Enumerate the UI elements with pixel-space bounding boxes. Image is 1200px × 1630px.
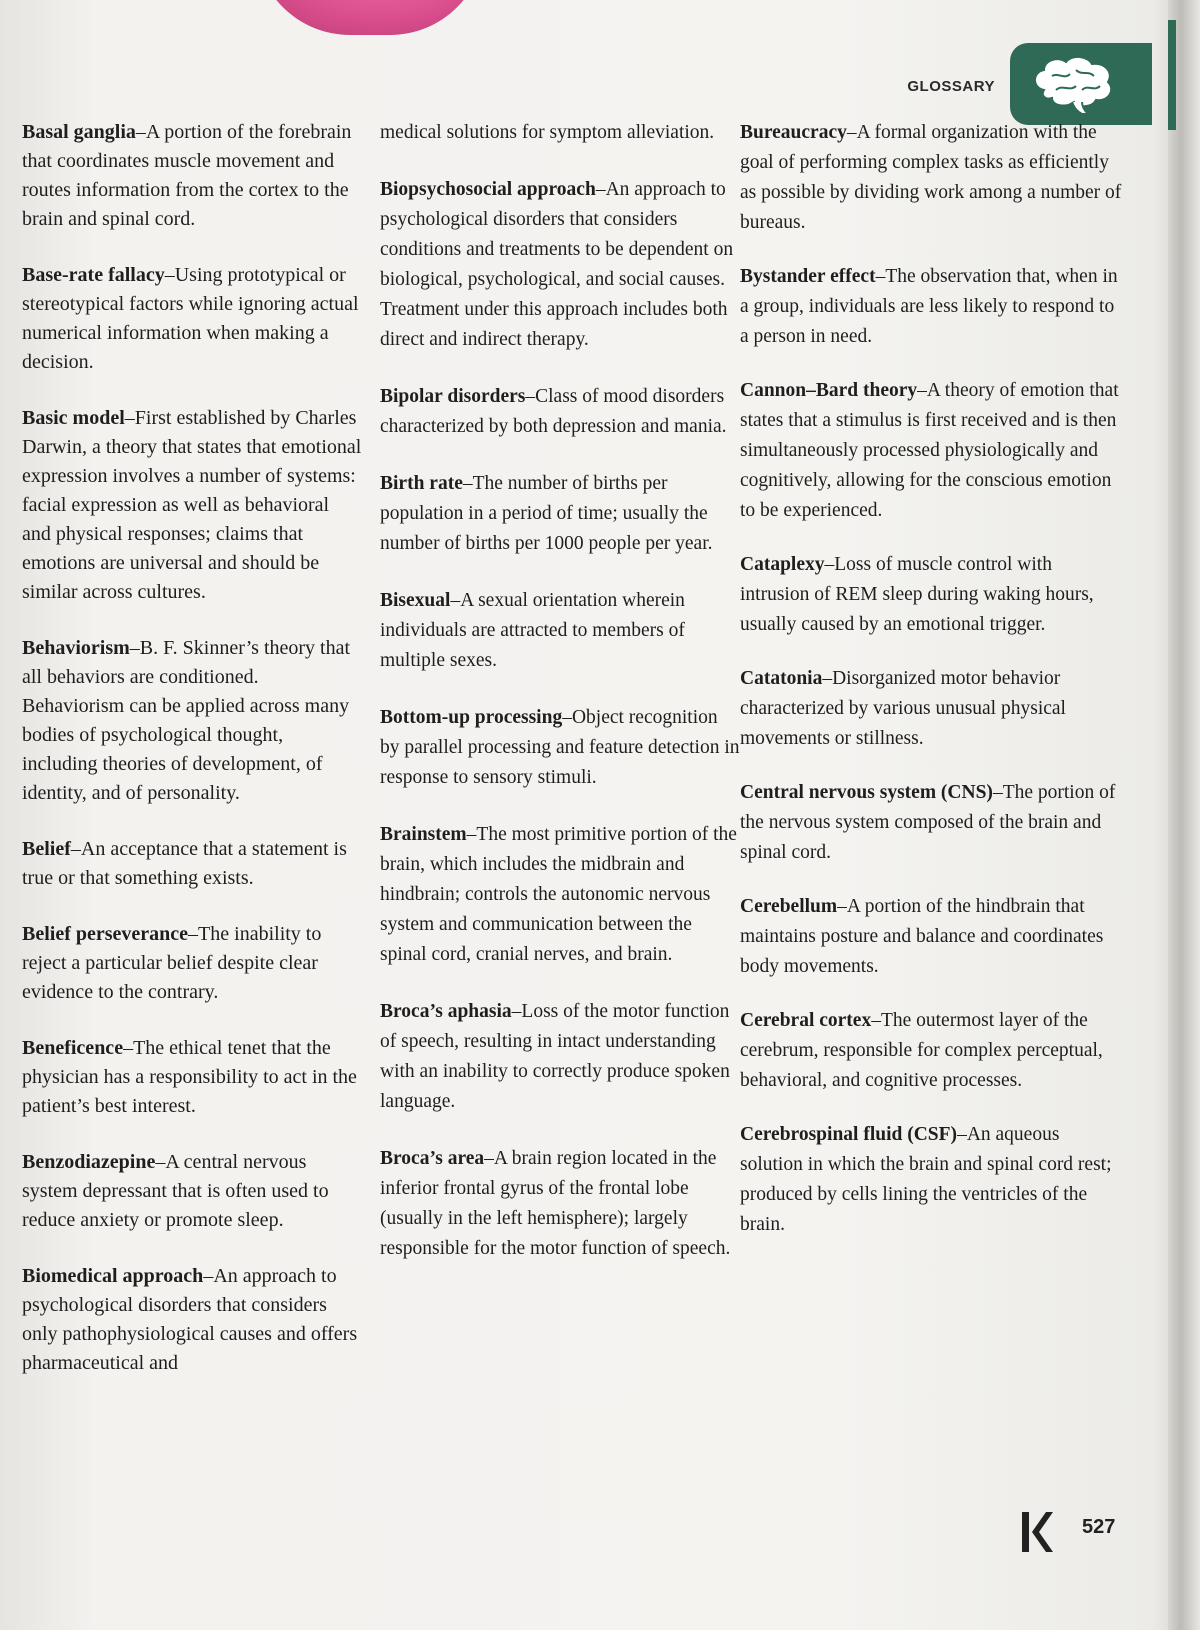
glossary-entry	[740, 1120, 1125, 1240]
glossary-term: Biopsychosocial approach	[380, 179, 596, 200]
glossary-entry	[380, 703, 740, 793]
glossary-entry	[22, 1034, 362, 1121]
glossary-entry	[22, 1262, 362, 1378]
glossary-entry	[380, 586, 740, 676]
glossary-entry	[740, 118, 1125, 238]
glossary-entry	[22, 118, 362, 234]
glossary-definition: A brain region located in the inferior frontal gyrus of the frontal lobe (usually in the left hemisphere); largely responsible for the motor function of speech.	[380, 1148, 731, 1259]
term-separator: –	[875, 266, 886, 287]
glossary-entry	[740, 778, 1125, 868]
term-separator: –	[450, 590, 461, 611]
glossary-term: Cerebellum	[740, 896, 838, 917]
glossary-definition: An acceptance that a statement is true or that something exists.	[22, 838, 347, 889]
term-separator: –	[562, 707, 572, 728]
glossary-definition: The outermost layer of the cerebrum, responsible for complex perceptual, behavioral, and cognitive processes.	[740, 1010, 1103, 1091]
term-separator: –	[484, 1148, 494, 1169]
glossary-entry	[740, 376, 1125, 526]
glossary-definition: The most primitive portion of the brain, which includes the midbrain and hindbrain; controls the autonomic nervous system and communication between the spinal cord, cranial nerves, and brain.	[380, 824, 737, 965]
term-separator: –	[525, 386, 536, 407]
term-separator: –	[124, 407, 135, 429]
glossary-entry	[380, 382, 740, 442]
term-separator: –	[917, 380, 927, 401]
term-separator: –	[871, 1010, 881, 1031]
kaplan-k-logo	[1020, 1510, 1054, 1554]
glossary-definition: B. F. Skinner’s theory that all behaviors are conditioned. Behaviorism can be applied across many bodies of psychological thought, including theories of development, of identity, and of personality.	[22, 637, 351, 804]
glossary-definition: An approach to psychological disorders that considers conditions and treatments to be dependent on biological, psychological, and social causes. Treatment under this approach includes both direct and indirect therapy.	[380, 179, 734, 350]
glossary-definition: First established by Charles Darwin, a theory that states that emotional expression involves a number of systems: facial expression as well as behavioral and physical responses; claims that emotions are universal and should be similar across cultures.	[22, 407, 362, 603]
term-separator: –	[123, 1037, 134, 1059]
glossary-term: Basic model	[22, 407, 125, 429]
term-separator: –	[188, 923, 199, 945]
glossary-term: Birth rate	[380, 473, 463, 494]
term-separator: –	[135, 121, 146, 143]
term-separator: –	[595, 179, 606, 200]
glossary-column-3	[740, 118, 1125, 1264]
page-edge	[1168, 0, 1200, 1630]
term-separator: –	[957, 1124, 967, 1145]
glossary-definition: An approach to psychological disorders that considers only pathophysiological causes and offers pharmaceutical and	[22, 1265, 358, 1374]
glossary-term: Benzodiazepine	[22, 1151, 156, 1173]
glossary-definition: A portion of the hindbrain that maintains posture and balance and coordinates body movements.	[740, 896, 1104, 977]
glossary-definition: The inability to reject a particular belief despite clear evidence to the contrary.	[22, 923, 322, 1003]
glossary-definition: A portion of the forebrain that coordinates muscle movement and routes information from the cortex to the brain and spinal cord.	[22, 121, 352, 230]
glossary-definition: An aqueous solution in which the brain and spinal cord rest; produced by cells lining the ventricles of the brain.	[740, 1124, 1112, 1235]
glossary-term: Catatonia	[740, 668, 823, 689]
glossary-definition: Disorganized motor behavior characterized by various unusual physical movements or stillness.	[740, 668, 1066, 749]
term-separator: –	[70, 838, 81, 860]
glossary-column-2	[380, 118, 740, 1291]
glossary-definition: A theory of emotion that states that a stimulus is first received and is then simultaneously processed physiologically and cognitively, allowing for the conscious emotion to be experienced.	[740, 380, 1119, 521]
glossary-term: Bipolar disorders	[380, 386, 526, 407]
page-number: 527	[1082, 1516, 1116, 1538]
glossary-term: Bureaucracy	[740, 122, 847, 143]
section-title: GLOSSARY	[907, 78, 995, 95]
glossary-term: Bisexual	[380, 590, 451, 611]
glossary-definition: Loss of muscle control with intrusion of REM sleep during waking hours, usually caused by an emotional trigger.	[740, 554, 1094, 635]
glossary-entry	[740, 262, 1125, 352]
glossary-entry	[380, 469, 740, 559]
glossary-entry	[740, 550, 1125, 640]
glossary-term: Cataplexy	[740, 554, 825, 575]
glossary-definition: Using prototypical or stereotypical factors while ignoring actual numerical information when making a decision.	[22, 264, 359, 373]
glossary-definition: Class of mood disorders characterized by both depression and mania.	[380, 386, 727, 437]
glossary-entry	[740, 664, 1125, 754]
glossary-definition: The portion of the nervous system composed of the brain and spinal cord.	[740, 782, 1116, 863]
glossary-term: Belief	[22, 838, 71, 860]
glossary-definition: The observation that, when in a group, individuals are less likely to respond to a person in need.	[740, 266, 1118, 347]
glossary-entry	[380, 820, 740, 970]
glossary-term: Bystander effect	[740, 266, 876, 287]
glossary-entry	[22, 261, 362, 377]
term-separator: –	[462, 473, 473, 494]
glossary-entry	[22, 634, 362, 808]
term-separator: –	[837, 896, 847, 917]
term-separator: –	[466, 824, 477, 845]
glossary-term: Cannon–Bard theory	[740, 380, 918, 401]
glossary-entry	[22, 404, 362, 607]
brain-icon	[1022, 50, 1122, 118]
glossary-entry	[22, 835, 362, 893]
glossary-definition: Loss of the motor function of speech, resulting in intact understanding with an inability to correctly produce spoken language.	[380, 1001, 730, 1112]
glossary-term: Biomedical approach	[22, 1265, 204, 1287]
glossary-term: Central nervous system (CNS)	[740, 782, 993, 803]
term-separator: –	[822, 668, 833, 689]
glossary-term: Cerebral cortex	[740, 1010, 872, 1031]
glossary-definition: The number of births per population in a period of time; usually the number of births per 1000 people per year.	[380, 473, 713, 554]
glossary-term: Brainstem	[380, 824, 467, 845]
glossary-column-1	[22, 118, 362, 1405]
glossary-term: Cerebrospinal fluid (CSF)	[740, 1124, 958, 1145]
glossary-definition: The ethical tenet that the physician has a responsibility to act in the patient’s best interest.	[22, 1037, 357, 1117]
term-separator: –	[129, 637, 140, 659]
term-separator: –	[164, 264, 175, 286]
glossary-definition: medical solutions for symptom alleviation.	[380, 122, 715, 143]
term-separator: –	[846, 122, 857, 143]
term-separator: –	[824, 554, 835, 575]
tab-strip	[1168, 20, 1176, 130]
term-separator: –	[203, 1265, 214, 1287]
term-separator: –	[511, 1001, 522, 1022]
glossary-entry	[380, 175, 740, 355]
glossary-entry	[380, 997, 740, 1117]
glossary-definition: Object recognition by parallel processing and feature detection in response to sensory stimuli.	[380, 707, 740, 788]
glossary-entry	[22, 920, 362, 1007]
glossary-term: Belief perseverance	[22, 923, 189, 945]
glossary-term: Basal ganglia	[22, 121, 136, 143]
glossary-term: Broca’s aphasia	[380, 1001, 512, 1022]
glossary-entry	[740, 892, 1125, 982]
glossary-entry	[380, 1144, 740, 1264]
glossary-term: Base-rate fallacy	[22, 264, 165, 286]
glossary-term: Behaviorism	[22, 637, 130, 659]
glossary-definition: A formal organization with the goal of performing complex tasks as efficiently as possible by dividing work among a number of bureaus.	[740, 122, 1122, 233]
glossary-definition: A central nervous system depressant that is often used to reduce anxiety or promote sleep.	[22, 1151, 329, 1231]
glossary-definition: A sexual orientation wherein individuals are attracted to members of multiple sexes.	[380, 590, 685, 671]
glossary-entry	[380, 118, 740, 148]
glossary-term: Bottom-up processing	[380, 707, 563, 728]
glossary-entry	[740, 1006, 1125, 1096]
term-separator: –	[155, 1151, 166, 1173]
term-separator: –	[992, 782, 1003, 803]
glossary-term: Beneficence	[22, 1037, 124, 1059]
glossary-term: Broca’s area	[380, 1148, 485, 1169]
glossary-entry	[22, 1148, 362, 1235]
